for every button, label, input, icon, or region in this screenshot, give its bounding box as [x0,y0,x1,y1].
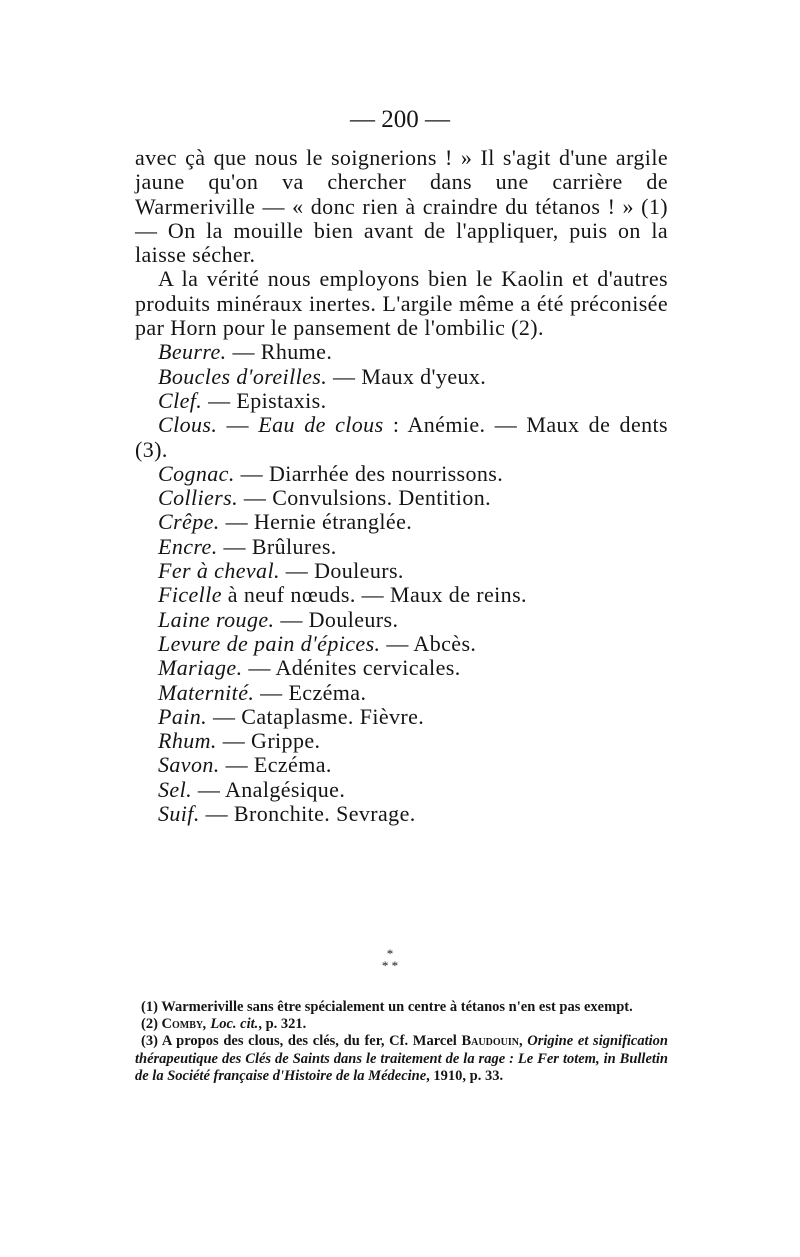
entry-term: Fer à cheval. [158,558,280,584]
footnotes [135,999,668,1085]
entry-term: Cognac. [158,460,235,486]
entry-text: — Diarrhée des nourrissons. [234,460,504,486]
entry-text: — Convulsions. Dentition. [238,485,492,511]
asterism-divider [350,948,430,972]
entry-term: Clef. [158,387,203,413]
list-item [135,389,668,413]
footnote-number: (3) [141,1033,162,1050]
list-item [135,413,668,462]
list-item [135,486,668,510]
entry-term: Crêpe. [158,509,220,535]
asterism-bottom: * * [381,958,399,973]
entry-term: Savon. [158,752,220,778]
entry-text: — Eczéma. [219,752,332,778]
list-item [135,559,668,583]
footnote-author: Baudouin [461,1033,519,1050]
entry-term: Levure de pain d'épices. [158,630,381,656]
entry-text: — Douleurs. [279,558,404,584]
entry-term: Boucles d'oreilles. [158,363,328,389]
entry-text: — Hernie étranglée. [219,509,413,535]
entry-text: — Analgésique. [191,776,346,802]
list-item [135,583,668,607]
entry-term: Suif. [158,801,200,827]
footnote-title: Origine et signification thérapeutique des Clés de Saints dans le traitement de la rage : Le Fer totem, in Bulletin de la Société française d'Histoire de la Médecine [135,1033,668,1084]
entry-text: — Brûlures. [217,533,337,559]
list-item [135,705,668,729]
main-text [135,146,668,826]
list-item [135,462,668,486]
entry-text: — Grippe. [216,728,321,754]
asterism-top: * [386,946,394,961]
entry-text: — Cataplasme. Fièvre. [207,703,425,729]
entry-term: Clous. [158,412,218,438]
entry-term: Laine rouge. [158,606,275,632]
entry-text: — Eczéma. [254,679,367,705]
entry-text: — Rhume. [226,339,333,365]
list-item [135,608,668,632]
list-item [135,340,668,364]
entry-term: Sel. [158,776,192,802]
entry-text: — Douleurs. [274,606,399,632]
entry-subterm: Eau de clous [258,412,384,438]
entry-sep: — [217,412,259,438]
entry-term: Maternité. [158,679,255,705]
entry-text: à neuf nœuds. — Maux de reins. [221,582,527,608]
footnote-2 [135,1016,668,1033]
list-item [135,365,668,389]
entry-term: Beurre. [158,339,227,365]
paragraph: A la vérité nous employons bien le Kaolin et d'autres produits minéraux inertes. L'argile même a été préconisée par Horn pour le pansement de l'ombilic (2). [135,266,668,341]
page-number: — 200 — [350,106,450,133]
list-item [135,632,668,656]
footnote-1: (1) Warmeriville sans être spécialement un centre à tétanos n'en est pas exempt. [141,999,633,1015]
footnote-rest: , p. 321. [258,1016,307,1033]
footnote-number: (2) [141,1016,162,1033]
list-item [135,753,668,777]
entry-text: — Abcès. [380,630,477,656]
entry-term: Colliers. [158,485,238,511]
list-item [135,535,668,559]
list-item [135,729,668,753]
list-item [135,656,668,680]
entry-text: — Maux d'yeux. [327,363,487,389]
list-item [135,802,668,826]
paragraph: avec çà que nous le soignerions ! » Il s'agit d'une argile jaune qu'on va chercher dans une carrière de Warmeriville — « donc rien à craindre du tétanos ! » (1) — On la mouille bien avant de l'appliquer, puis on la laisse sécher. [135,145,668,268]
footnote-text: A propos des clous, des clés, du fer, Cf. Marcel [161,1033,462,1050]
footnote-author: Comby [161,1016,204,1033]
entry-text: — Adénites cervicales. [242,655,461,681]
footnote-3 [135,1033,668,1085]
entry-text: — Epistaxis. [202,387,327,413]
entry-text: — Bronchite. Sevrage. [199,801,416,827]
list-item [135,681,668,705]
footnote-rest: , 1910, p. 33. [426,1067,504,1084]
footnote-citation: , Loc. cit. [203,1016,259,1033]
entry-term: Mariage. [158,655,243,681]
entry-term: Ficelle [158,582,222,608]
list-item [135,778,668,802]
entry-text: : Anémie. — Maux de dents (3). [135,412,668,462]
footnote-sep: , [518,1033,528,1050]
entry-term: Pain. [158,703,208,729]
entry-term: Encre. [158,533,218,559]
list-item [135,510,668,534]
entry-term: Rhum. [158,728,217,754]
